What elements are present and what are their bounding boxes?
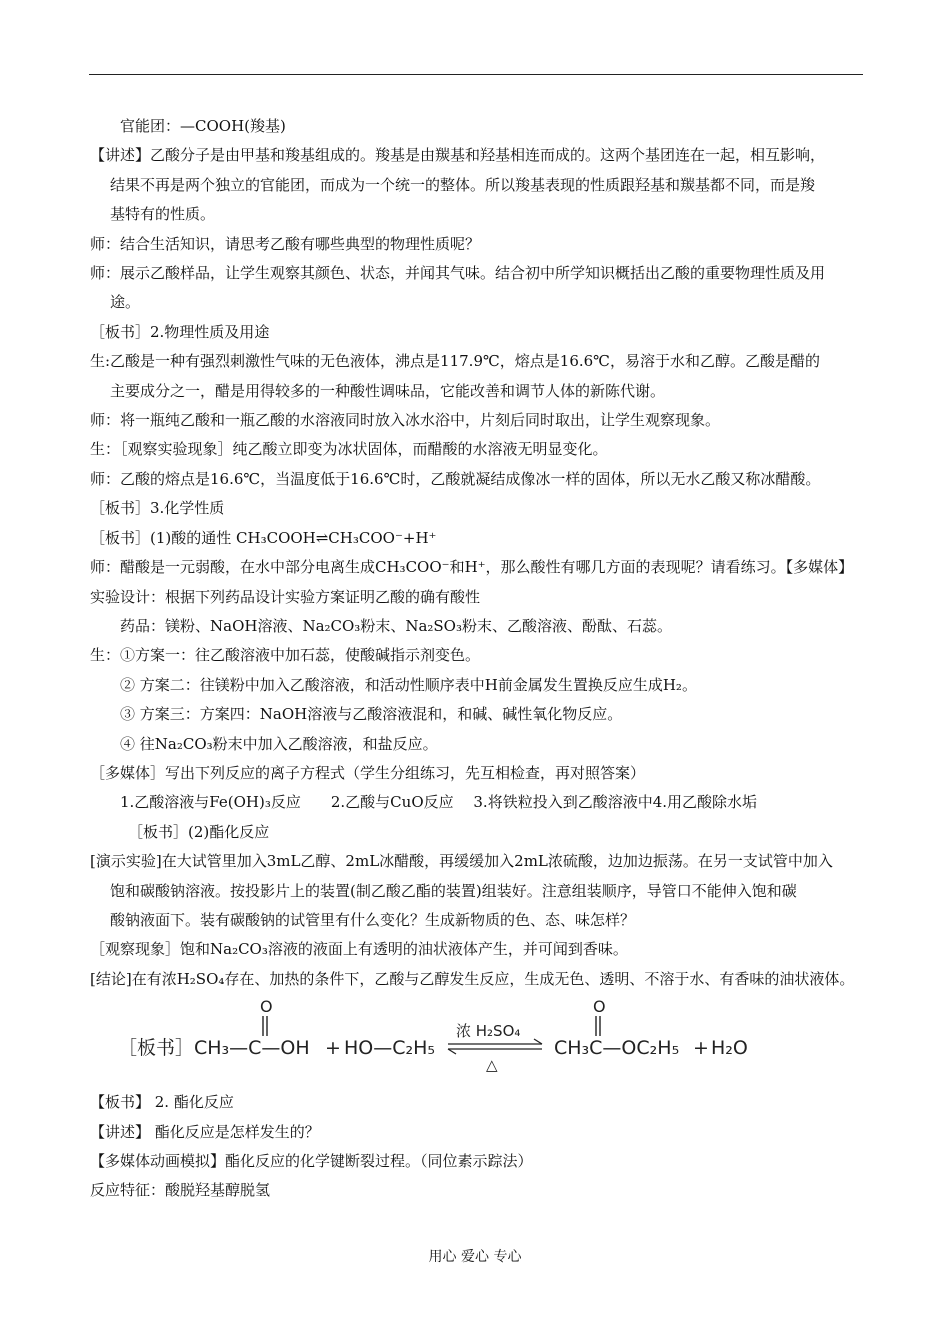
equation-reactant-alcohol: HO—C₂H₅ [344,1037,436,1060]
text-line: 师：乙酸的熔点是16.6℃，当温度低于16.6℃时，乙酸就凝结成像冰一样的固体，所以无水乙酸又称冰醋酸。 [90,469,821,488]
text-line: 师：醋酸是一元弱酸，在水中部分电离生成CH₃COO⁻和H⁺，那么酸性有哪几方面的表现呢？请看练习。【多媒体】 [90,558,854,577]
esterification-equation [90,996,868,1082]
paragraphs-after-equation [90,1088,868,1206]
text-line: 反应特征：酸脱羟基醇脱氢 [90,1181,271,1200]
text-line: ④ 往Na₂CO₃粉末中加入乙酸溶液，和盐反应。 [120,734,438,753]
text-line: 结果不再是两个独立的官能团，而成为一个统一的整体。所以羧基表现的性质跟羟基和羰基都不同，而是羧 [110,175,816,194]
text-line: 1.乙酸溶液与Fe(OH)₃反应 2.乙酸与CuO反应 3.将铁粒投入到乙酸溶液中4.用乙酸除水垢 [120,793,758,812]
text-line: 官能团：—COOH(羧基) [120,117,286,135]
text-line: 酸钠液面下。装有碳酸钠的试管里有什么变化？生成新物质的色、态、味怎样？ [110,910,636,929]
page-footer: 用心 爱心 专心 [428,1249,522,1265]
ester-carbonyl-o: O [593,997,606,1017]
equilibrium-arrow-reverse-head [448,1049,456,1054]
text-line: ［板书］(2)酯化反应 [128,822,270,841]
text-line: 生:乙酸是一种有强烈刺激性气味的无色液体，沸点是117.9℃，熔点是16.6℃，易溶于水和乙醇。乙酸是醋的 [90,352,820,371]
text-line: 药品：镁粉、NaOH溶液、Na₂CO₃粉末、Na₂SO₃粉末、乙酸溶液、酚酞、石蕊。 [120,616,672,635]
document-body [90,112,868,1206]
equation-figure [90,996,870,1082]
equation-reactant-acid: CH₃—C—OH [194,1037,310,1060]
text-line: ［板书］2.物理性质及用途 [90,322,270,341]
equation-plus-1: + [325,1037,341,1060]
text-line: 实验设计：根据下列药品设计实验方案证明乙酸的确有酸性 [90,587,481,606]
equation-catalyst: 浓 H₂SO₄ [456,1022,521,1041]
text-line: 【板书】 2. 酯化反应 [90,1093,234,1112]
acid-carbonyl-o: O [260,997,273,1017]
text-line: ② 方案二：往镁粉中加入乙酸溶液，和活动性顺序表中H前金属发生置换反应生成H₂。 [120,675,697,694]
text-line: ［板书］3.化学性质 [90,499,225,518]
equation-product-ester: CH₃C—OC₂H₅ [554,1037,680,1060]
text-line: 生：①方案一：往乙酸溶液中加石蕊，使酸碱指示剂变色。 [90,646,481,665]
text-line: ［板书］(1)酸的通性 CH₃COOH⇌CH₃COO⁻+H⁺ [90,528,437,547]
text-line: ［多媒体］写出下列反应的离子方程式（学生分组练习，先互相检查，再对照答案） [90,763,646,782]
text-line: 【讲述】 酯化反应是怎样发生的？ [90,1122,320,1141]
text-line: 师：展示乙酸样品，让学生观察其颜色、状态，并闻其气味。结合初中所学知识概括出乙酸的重要物理性质及用 [90,264,826,283]
text-line: 途。 [110,293,141,312]
text-line: ③ 方案三：方案四：NaOH溶液与乙酸溶液混和，和碱、碱性氧化物反应。 [120,705,623,724]
equation-plus-2: + [693,1037,709,1060]
text-line: ［观察现象］饱和Na₂CO₃溶液的液面上有透明的油状液体产生，并可闻到香味。 [90,940,628,959]
equation-label: ［板书］ [118,1037,195,1060]
equation-heat-condition: △ [486,1056,498,1075]
header-rule [89,74,863,75]
equation-product-water: H₂O [711,1037,748,1060]
text-line: 【讲述】乙酸分子是由甲基和羧基组成的。羧基是由羰基和羟基相连而成的。这两个基团连在一起，相互影响， [90,146,826,165]
text-line: 生：［观察实验现象］纯乙酸立即变为冰状固体，而醋酸的水溶液无明显变化。 [90,440,608,459]
text-line: 饱和碳酸钠溶液。按投影片上的装置(制乙酸乙酯的装置)组装好。注意组装顺序，导管口不能伸入饱和碳 [110,881,797,900]
text-line: 【多媒体动画模拟】酯化反应的化学键断裂过程。（同位素示踪法） [90,1152,533,1170]
text-line: [演示实验]在大试管里加入3mL乙醇、2mL冰醋酸，再缓缓加入2mL浓硫酸，边加边振荡。在另一支试管中加入 [90,852,833,871]
paragraphs-before-equation [90,112,868,994]
text-line: 师：结合生活知识，请思考乙酸有哪些典型的物理性质呢？ [90,234,481,253]
text-line: 基特有的性质。 [110,205,216,224]
equilibrium-arrow-forward-head [534,1039,542,1044]
text-line: 主要成分之一，醋是用得较多的一种酸性调味品，它能改善和调节人体的新陈代谢。 [110,381,666,400]
text-line: 师：将一瓶纯乙酸和一瓶乙酸的水溶液同时放入冰水浴中，片刻后同时取出，让学生观察现象。 [90,411,721,430]
text-line: [结论]在有浓H₂SO₄存在、加热的条件下，乙酸与乙醇发生反应，生成无色、透明、不溶于水、有香味的油状液体。 [90,969,855,988]
